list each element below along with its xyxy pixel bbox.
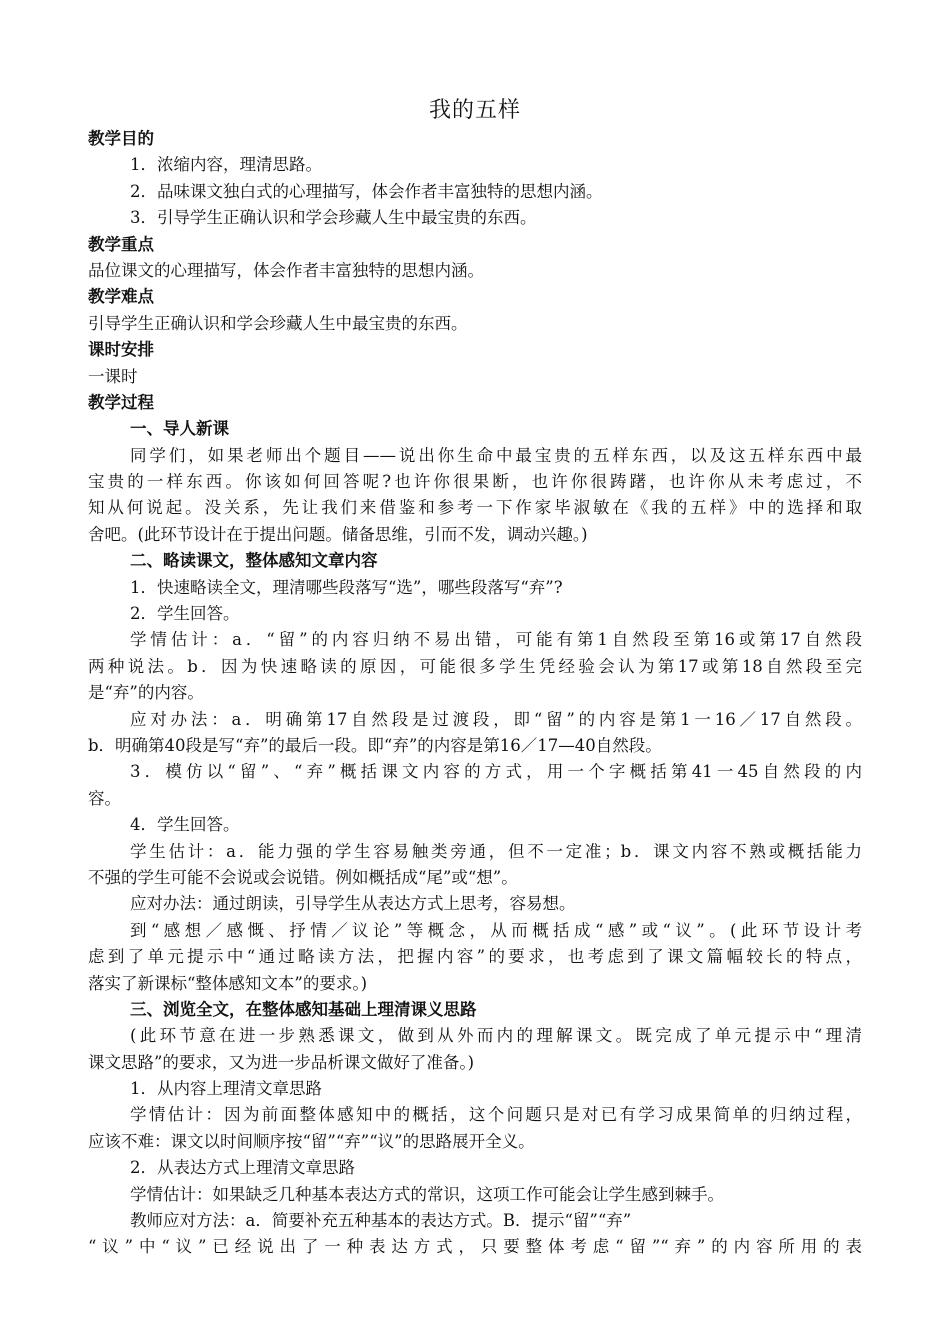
document-title: 我的五样	[428, 98, 521, 123]
paragraph-line: 2．品味课文独白式的心理描写，体会作者丰富独特的思想内涵。	[130, 181, 603, 201]
paragraph-line: 4．学生回答。	[130, 815, 240, 835]
paragraph-line: 引导学生正确认识和学会珍藏人生中最宝贵的东西。	[88, 313, 468, 333]
paragraph-line: 知从何说起。没关系，先让我们来借鉴和参考一下作家毕淑敏在《我的五样》中的选择和取	[88, 498, 862, 518]
paragraph-line: 到“感想／感慨、抒情／议论”等概念，从而概括成“感”或“议”。(此环节设计考	[130, 920, 862, 940]
paragraph-line: 1．快速略读全文，理清哪些段落写“选”，哪些段落写“弃”?	[130, 577, 563, 597]
paragraph-line: 学情估计：a．“留”的内容归纳不易出错，可能有第1自然段至第16或第17自然段	[130, 630, 862, 650]
paragraph-line: 落实了新课标“整体感知文本”的要求。)	[88, 973, 368, 993]
paragraph-line: 学生估计：a．能力强的学生容易触类旁通，但不一定准；b．课文内容不熟或概括能力	[130, 841, 862, 861]
paragraph-line: 是“弃”的内容。	[88, 683, 204, 703]
paragraph-line: 2．学生回答。	[130, 604, 240, 624]
paragraph-line: (此环节意在进一步熟悉课文，做到从外而内的理解课文。既完成了单元提示中“理清	[130, 1026, 862, 1046]
paragraph-line: 应该不难：课文以时间顺序按“留”“弃”“议”的思路展开全义。	[88, 1131, 535, 1151]
paragraph-line: 1．从内容上理清文章思路	[130, 1079, 322, 1099]
paragraph-line: 应对办法：通过朗读，引导学生从表达方式上思考，容易想。	[130, 894, 576, 914]
paragraph-line: 应对办法：a．明确第17自然段是过渡段，即“留”的内容是第1一16／17自然段。	[130, 709, 862, 729]
paragraph-line: 舍吧。(此环节设计在于提出问题。储备思维，引而不发，调动兴趣。)	[88, 524, 588, 544]
paragraph-line: 品位课文的心理描写，体会作者丰富独特的思想内涵。	[88, 260, 484, 280]
paragraph-line: 学情估计：如果缺乏几种基本表达方式的常识，这项工作可能会让学生感到棘手。	[130, 1184, 724, 1204]
subsection-heading: 一、导人新课	[130, 419, 229, 439]
paragraph-line: 同学们，如果老师出个题目——说出你生命中最宝贵的五样东西，以及这五样东西中最	[130, 445, 862, 465]
paragraph-line: 宝贵的一样东西。你该如何回答呢?也许你很果断，也许你很踌躇，也许你从未考虑过，不	[88, 472, 862, 492]
subsection-heading: 三、浏览全文，在整体感知基础上理清课义思路	[130, 999, 477, 1019]
paragraph-line: b．明确第40段是写“弃”的最后一段。即“弃”的内容是第16／17—40自然段。	[88, 735, 662, 755]
section-heading: 教学目的	[88, 129, 154, 148]
paragraph-line: 2．从表达方式上理清文章思路	[130, 1158, 355, 1178]
paragraph-line: 学情估计：因为前面整体感知中的概括，这个问题只是对已有学习成果简单的归纳过程，	[130, 1105, 862, 1125]
section-heading: 课时安排	[88, 340, 154, 360]
paragraph-line: 教师应对方法：a．简要补充五种基本的表达方式。B．提示“留”“弃”	[130, 1211, 632, 1231]
paragraph-line: 虑到了单元提示中“通过略读方法，把握内容”的要求，也考虑到了课文篇幅较长的特点，	[88, 947, 862, 967]
paragraph-line: 不强的学生可能不会说或会说错。例如概括成“尾”或“想”。	[88, 867, 518, 887]
paragraph-line: “议”中“议”已经说出了一种表达方式，只要整体考虑“留”“弃”的内容所用的表	[88, 1237, 862, 1257]
section-heading: 教学过程	[88, 392, 154, 412]
section-heading: 教学重点	[88, 234, 154, 254]
paragraph-line: 1．浓缩内容，理清思路。	[130, 155, 322, 175]
document-body	[88, 126, 862, 1261]
paragraph-line: 容。	[88, 788, 121, 808]
paragraph-line: 一课时	[88, 366, 138, 386]
paragraph-line: 课文思路”的要求，又为进一步品析课文做好了准备。)	[88, 1052, 475, 1072]
paragraph-line: 两种说法。b．因为快速略读的原因，可能很多学生凭经验会认为第17或第18自然段至完	[88, 656, 862, 676]
paragraph-line: 3．模仿以“留”、“弃”概括课文内容的方式，用一个字概括第41一45自然段的内	[130, 762, 862, 782]
paragraph-line: 3．引导学生正确认识和学会珍藏人生中最宝贵的东西。	[130, 208, 537, 228]
section-heading: 教学难点	[88, 287, 154, 307]
subsection-heading: 二、略读课文，整体感知文章内容	[130, 551, 378, 571]
